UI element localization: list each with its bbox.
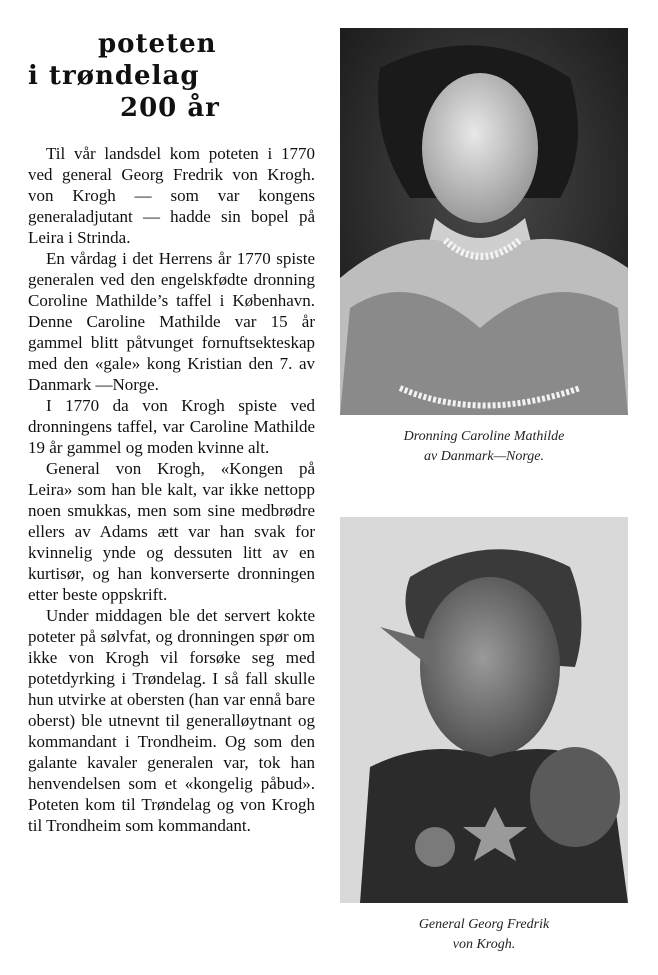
paragraph-5: Under middagen ble det servert kokte poteter på sølvfat, og dronningen spør om ikke von Krogh vil forsøke seg med potetdyrking i Trøndelag. I så fall skulle hun utvirke at obersten (han var ennå bare oberst) ble utnevnt til generalløytnant og kommandant i Trondheim. Og som den galante kavaler generalen var, tok han henvendelsen som et «kongelig påbud». Poteten kom til Trøndelag og von Krogh til Trondheim som kommandant. — [28, 606, 315, 835]
figure-general — [340, 517, 628, 955]
general-caption-line-2: von Krogh. — [452, 937, 516, 952]
general-caption-line-1: General Georg Fredrik — [418, 917, 550, 932]
general-portrait — [340, 517, 628, 903]
queen-caption — [340, 427, 628, 467]
title-line-3: 200 år — [120, 93, 220, 123]
paragraph-2: En vårdag i det Herrens år 1770 spiste generalen ved den engelskfødte dronning Coroline Mathilde’s taffel i København. Denne Caroline Mathilde var 15 år gammel blitt påtvunget fornuftsekteskap med den «gale» kong Kristian den 7. av Danmark —Norge. — [28, 249, 315, 394]
figure-queen — [340, 28, 628, 467]
general-caption — [340, 915, 628, 955]
article-body — [28, 143, 315, 836]
title-line-1: poteten — [98, 29, 217, 59]
general-portrait-drawing — [340, 517, 628, 903]
queen-portrait-drawing — [340, 28, 628, 415]
paragraph-4: General von Krogh, «Kongen på Leira» som han ble kalt, var ikke nettopp noen smukkas, men som sine medbrødre ellers av Adams ætt var han svak for kvinnelig ynde og dessuten litt av en kurtisør, og han konverserte dronningen etter beste oppskrift. — [28, 459, 315, 604]
article-title — [28, 28, 328, 124]
title-line-2: i trøndelag — [28, 61, 200, 91]
queen-caption-line-1: Dronning Caroline Mathilde — [403, 429, 565, 444]
paragraph-3: I 1770 da von Krogh spiste ved dronningens taffel, var Caroline Mathilde 19 år gammel og moden kvinne alt. — [28, 396, 315, 457]
paragraph-1: Til vår landsdel kom poteten i 1770 ved general Georg Fredrik von Krogh. von Krogh — som var kongens generaladjutant — hadde sin bopel på Leira i Strinda. — [28, 144, 315, 247]
queen-caption-line-2: av Danmark—Norge. — [423, 449, 545, 464]
queen-portrait — [340, 28, 628, 415]
